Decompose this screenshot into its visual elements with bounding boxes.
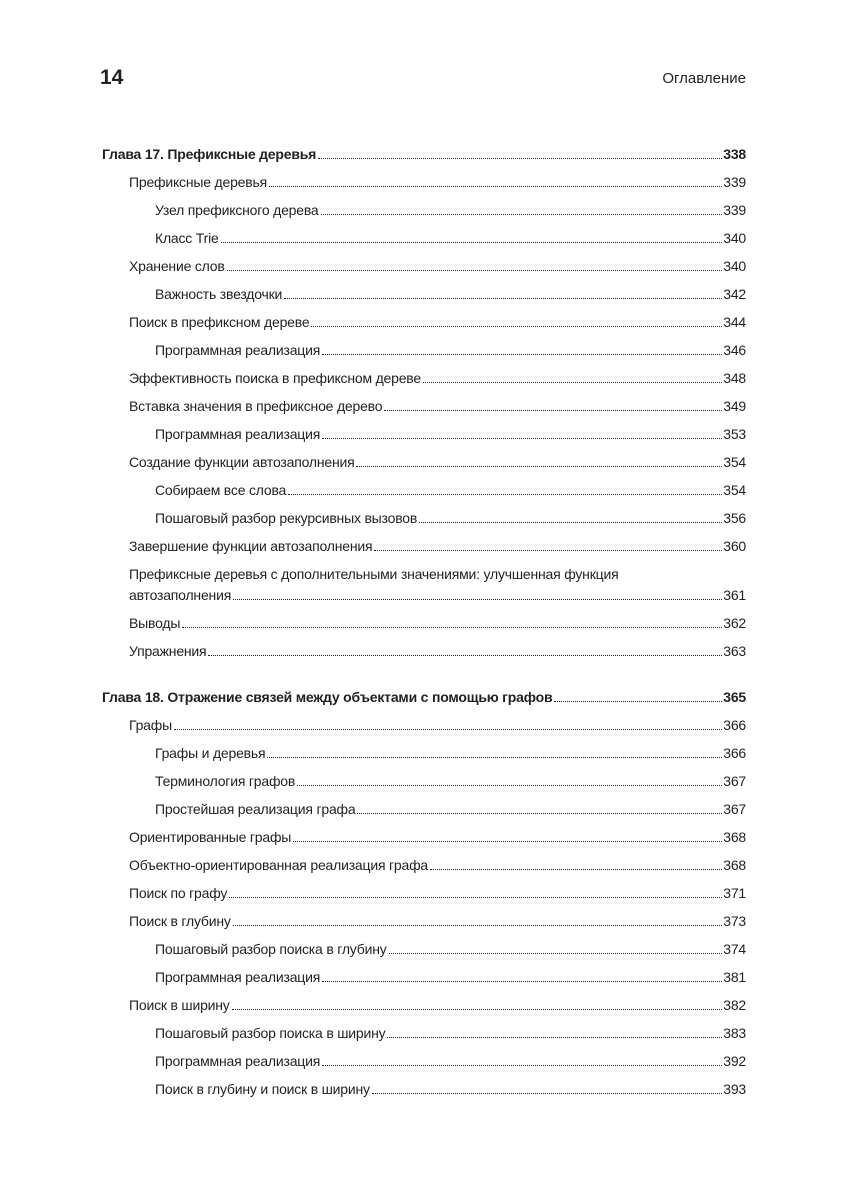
dot-leader xyxy=(423,382,722,383)
toc-entry[interactable] xyxy=(102,472,746,500)
toc-entry-page: 360 xyxy=(723,538,746,554)
dot-leader xyxy=(227,270,723,271)
toc-entry-title: Ориентированные графы xyxy=(129,829,292,845)
toc-entry-page: 367 xyxy=(723,801,746,817)
toc-entry-page: 362 xyxy=(723,615,746,631)
dot-leader xyxy=(311,326,722,327)
toc-entry[interactable] xyxy=(102,605,746,633)
dot-leader xyxy=(387,1037,722,1038)
dot-leader xyxy=(384,410,722,411)
toc-entry-page: 344 xyxy=(723,314,746,330)
toc-entry[interactable] xyxy=(102,1071,746,1099)
dot-leader xyxy=(321,214,723,215)
toc-entry-page: 374 xyxy=(723,941,746,957)
toc-entry-page: 368 xyxy=(723,857,746,873)
toc-entry[interactable] xyxy=(102,360,746,388)
toc-entry-page: 346 xyxy=(723,342,746,358)
toc-entry[interactable] xyxy=(102,791,746,819)
toc-entry[interactable] xyxy=(102,1043,746,1071)
table-of-contents xyxy=(102,136,746,1099)
toc-entry-page: 354 xyxy=(723,454,746,470)
toc-entry-page: 354 xyxy=(723,482,746,498)
toc-entry-page: 381 xyxy=(723,969,746,985)
toc-entry-page: 361 xyxy=(723,587,746,603)
dot-leader xyxy=(372,1093,722,1094)
dot-leader xyxy=(267,757,722,758)
dot-leader xyxy=(356,466,722,467)
toc-entry-page: 339 xyxy=(723,202,746,218)
toc-entry[interactable] xyxy=(102,416,746,444)
dot-leader xyxy=(357,813,722,814)
toc-entry-title: Поиск в глубину и поиск в ширину xyxy=(155,1081,370,1097)
dot-leader xyxy=(554,701,722,702)
dot-leader xyxy=(419,522,722,523)
toc-entry-title: Глава 17. Префиксные деревья xyxy=(102,146,317,162)
toc-entry[interactable] xyxy=(102,763,746,791)
toc-entry-title: Объектно-ориентированная реализация графа xyxy=(129,857,429,873)
toc-entry-page: 363 xyxy=(723,643,746,659)
toc-chapter-entry[interactable] xyxy=(102,679,746,707)
toc-entry[interactable] xyxy=(102,707,746,735)
toc-entry-title: Хранение слов xyxy=(129,258,225,274)
toc-entry-title: Терминология графов xyxy=(155,773,296,789)
dot-leader xyxy=(322,438,722,439)
toc-chapter-entry[interactable] xyxy=(102,136,746,164)
dot-leader xyxy=(269,186,722,187)
toc-entry-title: Пошаговый разбор поиска в ширину xyxy=(155,1025,386,1041)
toc-entry[interactable] xyxy=(102,987,746,1015)
dot-leader xyxy=(232,1009,723,1010)
toc-entry-title: Создание функции автозаполнения xyxy=(129,454,355,470)
dot-leader xyxy=(322,981,722,982)
toc-entry-page: 353 xyxy=(723,426,746,442)
dot-leader xyxy=(318,158,722,159)
dot-leader xyxy=(284,298,722,299)
toc-entry[interactable] xyxy=(102,500,746,528)
toc-entry[interactable] xyxy=(102,633,746,661)
toc-entry-title: Завершение функции автозаполнения xyxy=(129,538,373,554)
toc-entry-page: 348 xyxy=(723,370,746,386)
toc-entry-title: Программная реализация xyxy=(155,969,321,985)
dot-leader xyxy=(182,627,722,628)
dot-leader xyxy=(288,494,722,495)
toc-entry[interactable] xyxy=(102,220,746,248)
toc-entry-title-continued: автозаполнения xyxy=(129,587,232,603)
dot-leader xyxy=(322,1065,722,1066)
toc-entry[interactable] xyxy=(102,735,746,763)
toc-entry[interactable] xyxy=(102,164,746,192)
toc-entry-title: Собираем все слова xyxy=(155,482,287,498)
toc-entry[interactable] xyxy=(102,1015,746,1043)
toc-entry-page: 367 xyxy=(723,773,746,789)
toc-entry-title: Глава 18. Отражение связей между объектами с помощью графов xyxy=(102,689,553,705)
toc-entry-page: 365 xyxy=(723,689,746,705)
toc-entry-page: 392 xyxy=(723,1053,746,1069)
dot-leader xyxy=(430,869,722,870)
toc-entry-title: Пошаговый разбор рекурсивных вызовов xyxy=(155,510,418,526)
dot-leader xyxy=(174,729,722,730)
toc-entry[interactable] xyxy=(102,276,746,304)
toc-entry-page: 340 xyxy=(723,258,746,274)
toc-entry-title: Простейшая реализация графа xyxy=(155,801,356,817)
toc-entry-page: 393 xyxy=(723,1081,746,1097)
dot-leader xyxy=(233,925,723,926)
toc-entry[interactable] xyxy=(102,248,746,276)
toc-entry-title: Важность звездочки xyxy=(155,286,283,302)
toc-entry-title: Узел префиксного дерева xyxy=(155,202,319,218)
toc-entry[interactable] xyxy=(102,819,746,847)
toc-entry-page: 373 xyxy=(723,913,746,929)
toc-entry-page: 340 xyxy=(723,230,746,246)
toc-entry-title: Класс Trie xyxy=(155,230,219,246)
toc-entry[interactable] xyxy=(102,528,746,556)
dot-leader xyxy=(374,550,722,551)
toc-entry-title: Поиск в префиксном дереве xyxy=(129,314,310,330)
dot-leader xyxy=(322,354,722,355)
dot-leader xyxy=(229,897,722,898)
toc-entry-title: Упражнения xyxy=(129,643,207,659)
toc-entry[interactable] xyxy=(102,959,746,987)
toc-entry-title: Префиксные деревья xyxy=(129,174,267,190)
toc-entry-page: 383 xyxy=(723,1025,746,1041)
toc-entry[interactable] xyxy=(102,332,746,360)
toc-entry-text xyxy=(129,564,746,605)
toc-entry-line xyxy=(129,585,746,605)
running-title: Оглавление xyxy=(662,70,746,87)
toc-entry-title: Программная реализация xyxy=(155,342,321,358)
toc-entry-page: 338 xyxy=(723,146,746,162)
toc-entry-page: 342 xyxy=(723,286,746,302)
dot-leader xyxy=(221,242,723,243)
toc-entry[interactable] xyxy=(102,444,746,472)
toc-entry[interactable] xyxy=(102,931,746,959)
toc-entry-title: Выводы xyxy=(129,615,181,631)
toc-entry[interactable] xyxy=(102,903,746,931)
dot-leader xyxy=(233,599,722,600)
dot-leader xyxy=(293,841,722,842)
toc-entry-title: Пошаговый разбор поиска в глубину xyxy=(155,941,387,957)
dot-leader xyxy=(297,785,722,786)
toc-entry[interactable] xyxy=(102,304,746,332)
toc-entry-page: 382 xyxy=(723,997,746,1013)
toc-entry[interactable] xyxy=(102,847,746,875)
toc-entry-page: 339 xyxy=(723,174,746,190)
toc-entry-page: 366 xyxy=(723,745,746,761)
toc-entry-page: 349 xyxy=(723,398,746,414)
toc-entry-title: Поиск в ширину xyxy=(129,997,230,1013)
toc-entry-title: Вставка значения в префиксное дерево xyxy=(129,398,383,414)
toc-entry[interactable] xyxy=(102,556,746,605)
toc-entry-title: Префиксные деревья с дополнительными значениями: улучшенная функция xyxy=(129,566,619,582)
toc-entry-title: Поиск по графу xyxy=(129,885,228,901)
toc-entry[interactable] xyxy=(102,875,746,903)
toc-entry-page: 368 xyxy=(723,829,746,845)
toc-entry-title: Программная реализация xyxy=(155,426,321,442)
toc-entry-page: 356 xyxy=(723,510,746,526)
toc-entry-title: Программная реализация xyxy=(155,1053,321,1069)
toc-entry[interactable] xyxy=(102,192,746,220)
toc-entry-title: Графы и деревья xyxy=(155,745,266,761)
toc-entry-title: Эффективность поиска в префиксном дереве xyxy=(129,370,421,386)
toc-entry-title: Графы xyxy=(129,717,172,733)
toc-entry-title: Поиск в глубину xyxy=(129,913,231,929)
dot-leader xyxy=(389,953,723,954)
dot-leader xyxy=(208,655,722,656)
toc-entry[interactable] xyxy=(102,388,746,416)
toc-entry-page: 366 xyxy=(723,717,746,733)
page-number: 14 xyxy=(100,66,124,89)
toc-entry-page: 371 xyxy=(723,885,746,901)
